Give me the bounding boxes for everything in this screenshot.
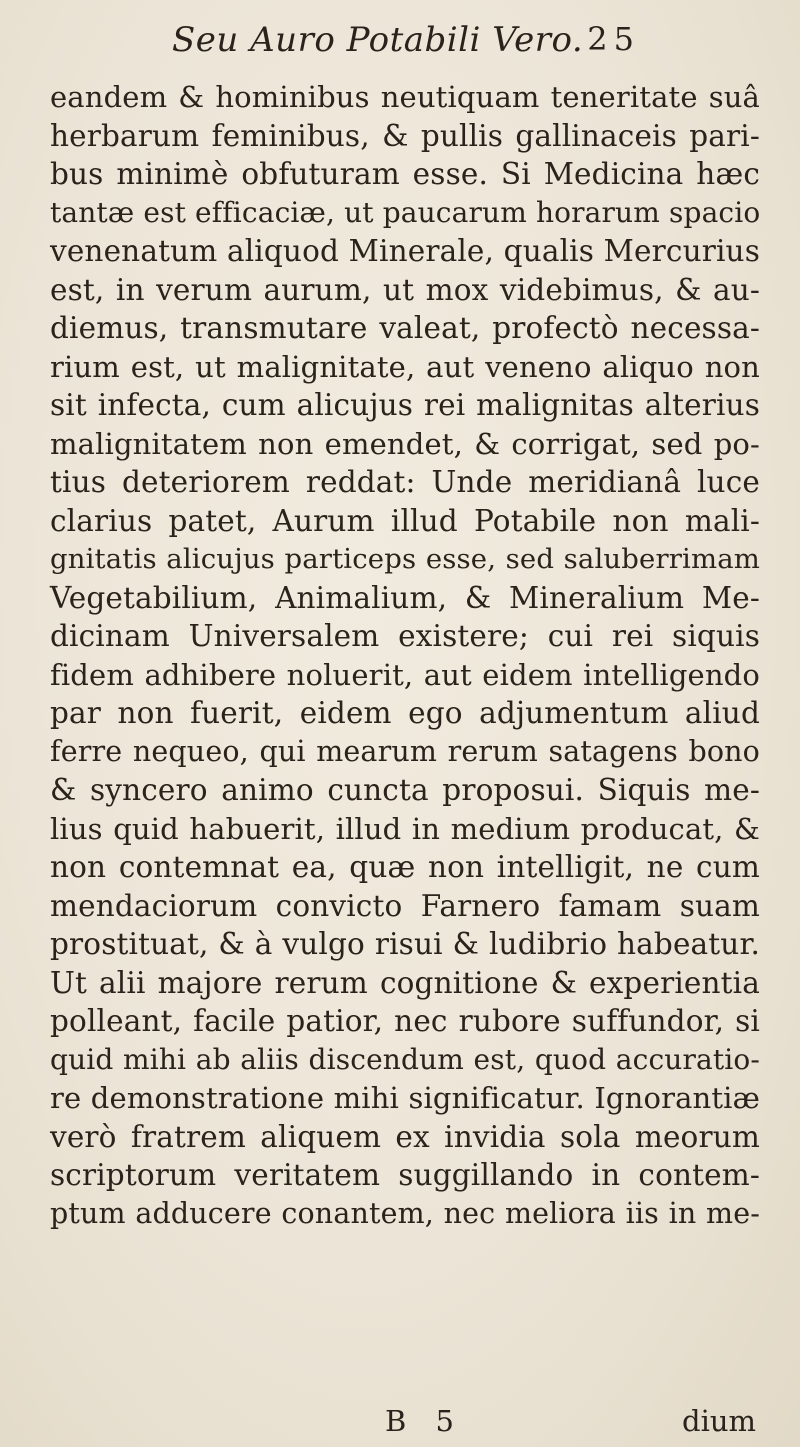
page-number: 25 (587, 20, 640, 58)
text-line: bus minimè obfuturam esse. Si Medicina hæc (50, 157, 760, 191)
text-line: eandem & hominibus neutiquam teneritate suâ (50, 80, 760, 114)
text-line: gnitatis alicujus particeps esse, sed saluberrimam (50, 543, 760, 575)
text-line: tantæ est efficaciæ, ut paucarum horarum spacio (50, 195, 761, 229)
catchword: dium (682, 1404, 757, 1438)
running-title: Seu Auro Potabili Vero. (172, 20, 584, 60)
text-line: sit infecta, cum alicujus rei malignitas alterius (50, 388, 760, 422)
text-line: malignitatem non emendet, & corrigat, sed po- (50, 426, 760, 461)
text-line: quid mihi ab aliis discendum est, quod accuratio- (50, 1042, 760, 1076)
text-line: prostituat, & à vulgo risui & ludibrio habeatur. (50, 927, 760, 961)
text-line: re demonstratione mihi significatur. Ignorantiæ (50, 1081, 760, 1115)
text-line: ptum adducere conantem, nec meliora iis in me- (50, 1196, 760, 1230)
text-line: polleant, facile patior, nec rubore suffundor, si (50, 1004, 760, 1038)
page-footer (0, 1404, 800, 1444)
text-line: tius deteriorem reddat: Unde meridianâ luce (50, 465, 760, 499)
text-line: non contemnat ea, quæ non intelligit, ne cum (50, 850, 760, 884)
text-line: fidem adhibere noluerit, aut eidem intelligendo (50, 657, 760, 692)
signature-mark: B 5 (385, 1404, 464, 1438)
text-line: est, in verum aurum, ut mox videbimus, & au- (50, 272, 760, 307)
text-line: lius quid habuerit, illud in medium producat, & (50, 811, 760, 846)
text-line: scriptorum veritatem suggillando in contem- (50, 1158, 760, 1192)
text-line: par non fuerit, eidem ego adjumentum aliud (50, 696, 760, 730)
text-line: & syncero animo cuncta proposui. Siquis me- (50, 773, 760, 807)
text-line: Ut alii majore rerum cognitione & experientia (50, 965, 760, 1000)
text-line: dicinam Universalem existere; cui rei siquis (50, 619, 760, 653)
text-line: mendaciorum convicto Farnero famam suam (50, 888, 760, 923)
text-line: Vegetabilium, Animalium, & Mineralium Me- (50, 580, 760, 615)
body-text (50, 78, 760, 1233)
text-line: ferre nequeo, qui mearum rerum satagens bono (50, 734, 760, 768)
text-line: herbarum feminibus, & pullis gallinaceis pari- (50, 118, 760, 153)
text-line: verò fratrem aliquem ex invidia sola meorum (50, 1119, 760, 1154)
text-line: diemus, transmutare valeat, profectò necessa- (50, 311, 760, 345)
text-line: venenatum aliquod Minerale, qualis Mercurius (50, 234, 760, 268)
page-header (160, 20, 640, 70)
text-line: rium est, ut malignitate, aut veneno aliquo non (50, 349, 760, 384)
text-line: clarius patet, Aurum illud Potabile non mali- (50, 503, 760, 538)
